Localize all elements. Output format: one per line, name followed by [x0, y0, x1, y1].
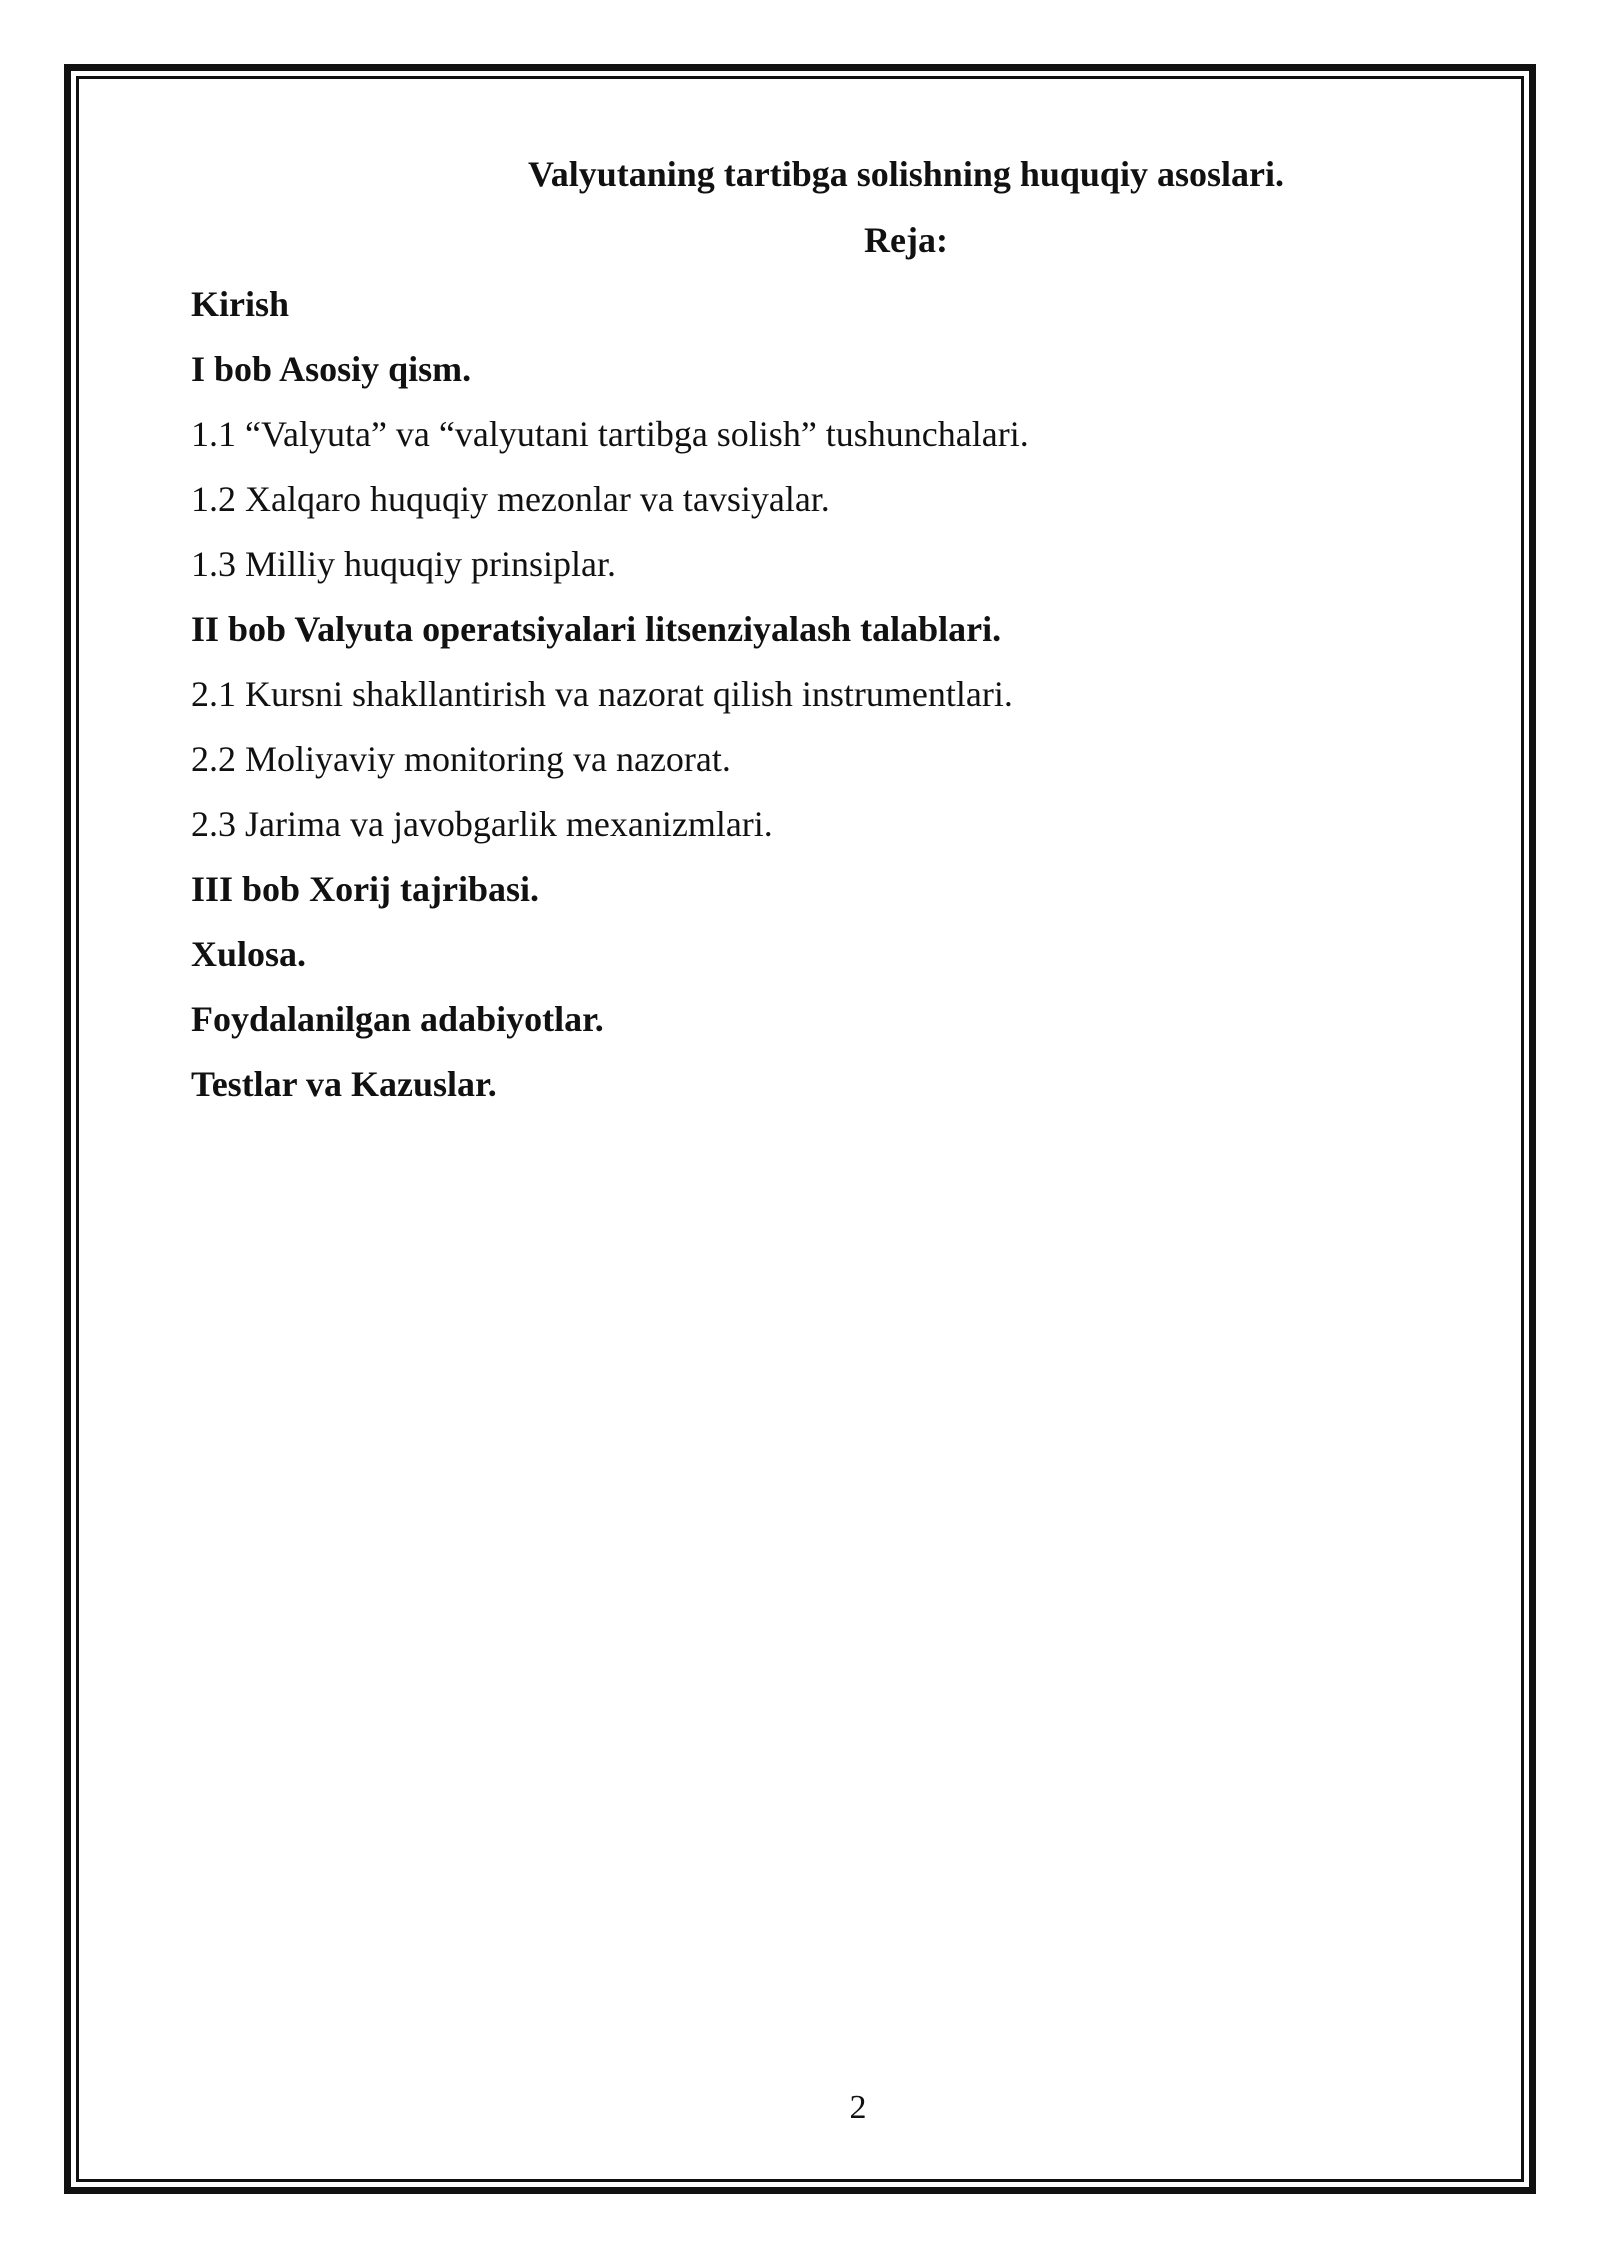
- document-title: Valyutaning tartibga solishning huquqiy asoslari.: [528, 154, 1284, 194]
- toc-item-chapter-2: II bob Valyuta operatsiyalari litsenziyalash talablari.: [191, 609, 1002, 649]
- plan-heading: Reja:: [864, 220, 948, 260]
- toc-item-2-2: 2.2 Moliyaviy monitoring va nazorat.: [191, 739, 731, 779]
- table-of-contents: [191, 282, 1441, 1127]
- toc-item-1-1: 1.1 “Valyuta” va “valyutani tartibga solish” tushunchalari.: [191, 414, 1029, 454]
- toc-item-2-3: 2.3 Jarima va javobgarlik mexanizmlari.: [191, 804, 773, 844]
- toc-item-tests: Testlar va Kazuslar.: [191, 1064, 497, 1104]
- toc-item-chapter-3: III bob Xorij tajribasi.: [191, 869, 540, 909]
- toc-item-conclusion: Xulosa.: [191, 934, 307, 974]
- toc-item-2-1: 2.1 Kursni shakllantirish va nazorat qilish instrumentlari.: [191, 674, 1013, 714]
- toc-item-1-3: 1.3 Milliy huquqiy prinsiplar.: [191, 544, 617, 584]
- toc-item-chapter-1: I bob Asosiy qism.: [191, 349, 472, 389]
- toc-item-references: Foydalanilgan adabiyotlar.: [191, 999, 604, 1039]
- toc-item-intro: Kirish: [191, 284, 290, 324]
- page-number: 2: [849, 2089, 867, 2126]
- toc-item-1-2: 1.2 Xalqaro huquqiy mezonlar va tavsiyalar.: [191, 479, 830, 519]
